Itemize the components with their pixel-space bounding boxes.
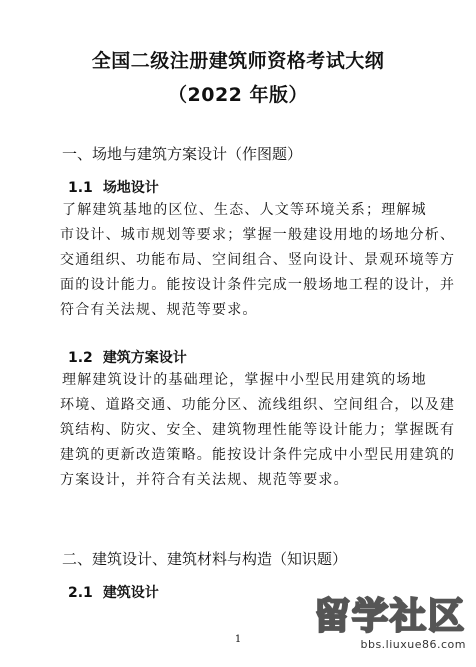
subsection-number: 1.1 (68, 180, 93, 196)
watermark-logo (296, 596, 466, 660)
paragraph-line: 方案设计，并符合有关法规、规范等要求。 (60, 472, 349, 488)
paragraph-line: 筑结构、防灾、安全、建筑物理性能等设计能力；掌握既有 (60, 422, 456, 438)
paragraph-line: 交通组织、功能布局、空间组合、竖向设计、景观环境等方 (60, 252, 456, 268)
subsection-title: 建筑方案设计 (102, 350, 187, 366)
paragraph-site-design (60, 198, 456, 323)
paragraph-architectural-design (60, 368, 456, 493)
subsection-heading-2-1 (68, 582, 159, 602)
watermark-text: 留学社区 (313, 596, 466, 637)
subsection-title: 建筑设计 (102, 585, 159, 601)
paragraph-line: 建筑的更新改造策略。能按设计条件完成中小型民用建筑的 (60, 447, 456, 463)
section-heading-2: 二、建筑设计、建筑材料与构造（知识题） (62, 550, 348, 568)
document-edition: （2022 年版） (168, 84, 308, 106)
paragraph-line: 符合有关法规、规范等要求。 (60, 302, 258, 318)
subsection-heading-1-1 (68, 177, 159, 197)
section-heading-1: 一、场地与建筑方案设计（作图题） (62, 145, 303, 163)
paragraph-line: 市设计、城市规划等要求；掌握一般建设用地的场地分析、 (60, 227, 456, 243)
document-title: 全国二级注册建筑师资格考试大纲 (91, 50, 385, 72)
paragraph-line: 面的设计能力。能按设计条件完成一般场地工程的设计，并 (60, 277, 456, 293)
subsection-title: 场地设计 (102, 180, 159, 196)
page-number: 1 (234, 634, 242, 645)
subsection-number: 1.2 (68, 350, 93, 366)
paragraph-line: 理解建筑设计的基础理论，掌握中小型民用建筑的场地 (62, 372, 427, 388)
watermark-url: bbs.liuxue86.com (360, 638, 466, 651)
paragraph-line: 了解建筑基地的区位、生态、人文等环境关系；理解城 (62, 202, 427, 218)
paragraph-line: 环境、道路交通、功能分区、流线组织、空间组合，以及建 (60, 397, 456, 413)
subsection-heading-1-2 (68, 347, 187, 367)
subsection-number: 2.1 (68, 585, 93, 601)
